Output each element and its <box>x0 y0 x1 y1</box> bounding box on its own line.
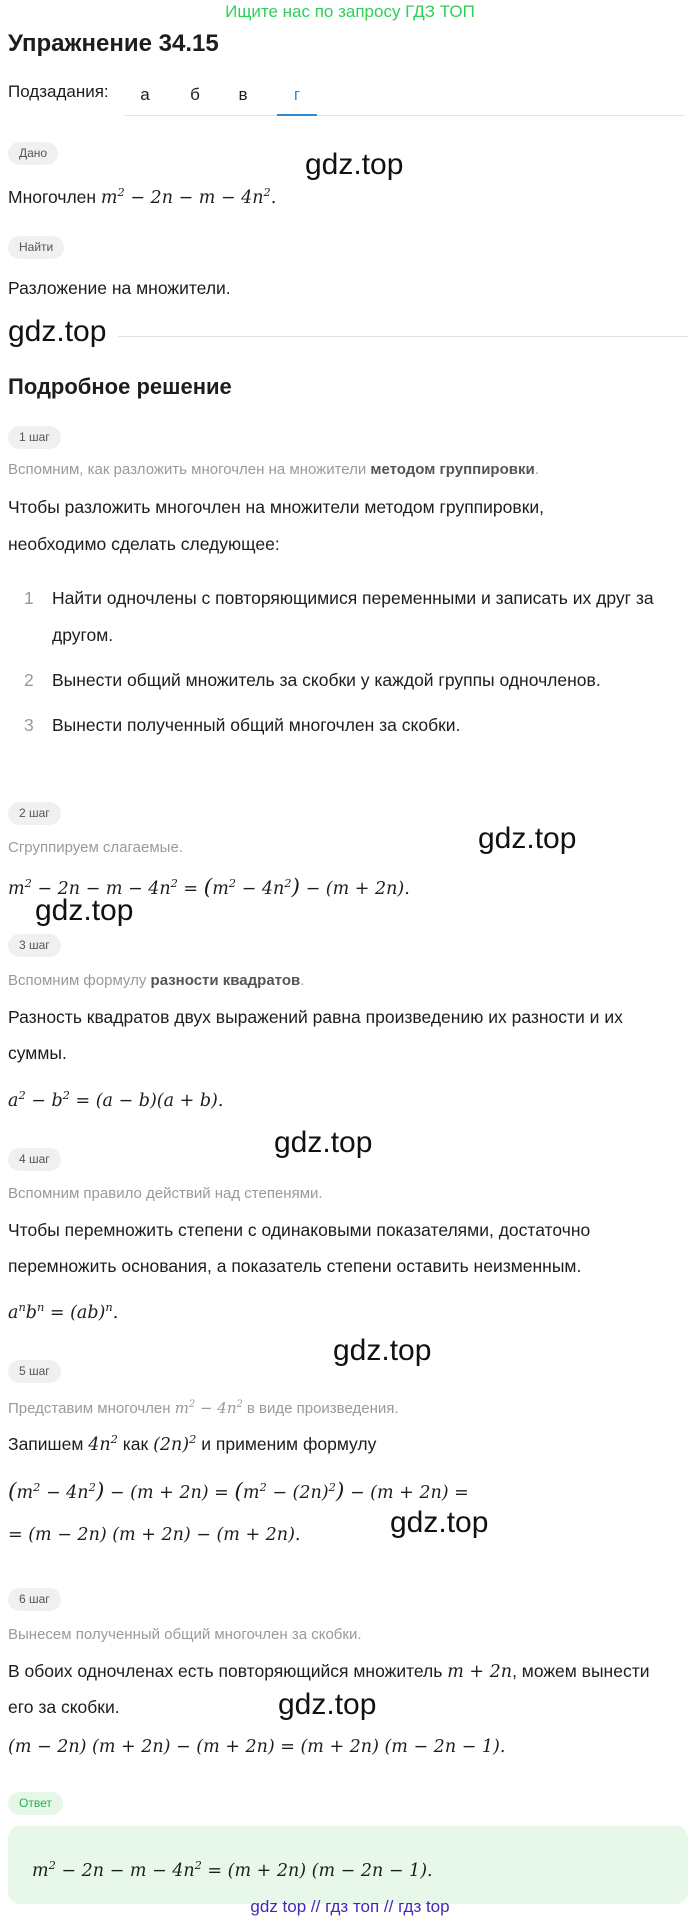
step-4-formula: $a^nb^n = (ab)^n$. <box>8 1300 119 1323</box>
step-1-p2: необходимо сделать следующее: <box>8 534 280 554</box>
step-3-p1: Разность квадратов двух выражений равна произведению их разности и их <box>8 1007 623 1027</box>
step-1-chip: 1 шаг <box>8 426 61 449</box>
watermark: gdz.top <box>274 1126 373 1159</box>
step-6-chip: 6 шаг <box>8 1588 61 1611</box>
watermark: gdz.top <box>390 1506 489 1539</box>
step-6-formula: (m − 2n) (m + 2n) − (m + 2n) = (m + 2n) (m − 2n − 1). <box>8 1737 506 1757</box>
answer-box <box>8 1826 688 1904</box>
solution-title: Подробное решение <box>8 374 232 399</box>
list-item-3 <box>24 712 460 738</box>
step-4-p1: Чтобы перемножить степени с одинаковыми показателями, достаточно <box>8 1220 591 1240</box>
divider <box>118 336 688 337</box>
step-3-formula: $a^2 - b^2 = (a - b)(a + b)$. <box>8 1088 224 1111</box>
step-4-hint: Вспомним правило действий над степенями. <box>8 1185 323 1202</box>
list-text: Вынести полученный общий многочлен за скобки. <box>52 715 461 735</box>
step-1-p1: Чтобы разложить многочлен на множители методом группировки, <box>8 497 544 517</box>
p-text: В обоих одночленах есть повторяющийся множитель <box>8 1661 443 1681</box>
step-5-hint <box>8 1392 399 1422</box>
list-text: Найти одночлены с повторяющимися переменными и записать их друг за <box>52 588 654 608</box>
find-chip: Найти <box>8 236 64 259</box>
tab-b[interactable]: б <box>190 85 200 104</box>
watermark: gdz.top <box>305 148 404 181</box>
hint-text: Вспомним формулу <box>8 972 147 989</box>
hint-bold: методом группировки <box>370 461 535 478</box>
tab-g[interactable]: г <box>277 78 317 116</box>
hint-text: Представим многочлен <box>8 1400 171 1417</box>
answer-chip: Ответ <box>8 1792 63 1815</box>
page-title: Упражнение 34.15 <box>8 30 219 57</box>
step-3-p2: суммы. <box>8 1043 67 1063</box>
step-5-formula-1: $(m^2 - 4n^2) - (m + 2n) = (m^2 - (2n)^2) - (m + 2n)$ = <box>8 1478 469 1504</box>
list-item-1-cont: другом. <box>52 625 114 645</box>
step-1-hint: Вспомним, как разложить многочлен на множители методом группировки. <box>8 461 539 478</box>
tab-a[interactable]: а <box>140 85 150 104</box>
p-formula: m + 2n <box>447 1662 513 1682</box>
p-text: и применим формулу <box>201 1433 377 1454</box>
watermark: gdz.top <box>35 894 134 927</box>
step-5-p <box>8 1426 376 1458</box>
hint-bold: разности квадратов <box>150 972 301 989</box>
hint-text: Вспомним, как разложить многочлен на множители <box>8 461 367 478</box>
step-6-p2: его за скобки. <box>8 1697 120 1717</box>
hint-text: в виде произведения. <box>246 1400 399 1417</box>
step-2-chip: 2 шаг <box>8 802 61 825</box>
step-4-p2: перемножить основания, а показатель степени оставить неизменным. <box>8 1256 582 1276</box>
p-formula: $(2n)^2$ <box>153 1432 197 1455</box>
step-5-formula-2: = (m − 2n) (m + 2n) − (m + 2n). <box>8 1525 301 1545</box>
p-text: как <box>122 1433 149 1454</box>
given-text: Многочлен <box>8 186 97 207</box>
step-3-hint: Вспомним формулу разности квадратов. <box>8 972 305 989</box>
given-line <box>8 179 276 211</box>
watermark: gdz.top <box>478 822 577 855</box>
find-text: Разложение на множители. <box>8 278 231 298</box>
watermark: gdz.top <box>8 315 107 348</box>
footer-links[interactable]: gdz top // гдз топ // гдз top <box>250 1897 450 1916</box>
step-4-chip: 4 шаг <box>8 1148 61 1171</box>
step-2-formula: $m^2 - 2n - m - 4n^2 = (m^2 - 4n^2) - (m + 2n)$. <box>8 874 410 900</box>
answer-formula: $m^2 - 2n - m - 4n^2 = (m + 2n) (m - 2n - 1)$. <box>32 1858 433 1881</box>
step-3-chip: 3 шаг <box>8 934 61 957</box>
given-formula: $m^2 - 2n - m - 4n^2$. <box>100 185 277 208</box>
list-num: 3 <box>24 715 34 735</box>
subtask-tabs <box>125 78 685 116</box>
subtasks-label: Подзадания: <box>8 82 109 101</box>
p-formula: $4n^2$ <box>88 1432 118 1455</box>
tab-v[interactable]: в <box>238 85 248 104</box>
step-6-hint: Вынесем полученный общий многочлен за скобки. <box>8 1626 362 1643</box>
hint-formula: $m^2 - 4n^2$ <box>174 1399 243 1417</box>
list-item-1 <box>24 585 654 611</box>
step-6-p1 <box>8 1658 650 1685</box>
list-item-2 <box>24 667 601 693</box>
p-text: Запишем <box>8 1433 84 1454</box>
step-2-hint: Сгруппируем слагаемые. <box>8 839 183 856</box>
watermark: gdz.top <box>333 1334 432 1367</box>
promo-banner: Ищите нас по запросу ГДЗ ТОП <box>225 2 475 21</box>
p-text: , можем вынести <box>512 1661 650 1681</box>
list-text: Вынести общий множитель за скобки у каждой группы одночленов. <box>52 670 601 690</box>
watermark: gdz.top <box>278 1688 377 1721</box>
list-num: 2 <box>24 670 34 690</box>
given-chip: Дано <box>8 142 58 165</box>
list-num: 1 <box>24 588 34 608</box>
step-5-chip: 5 шаг <box>8 1360 61 1383</box>
